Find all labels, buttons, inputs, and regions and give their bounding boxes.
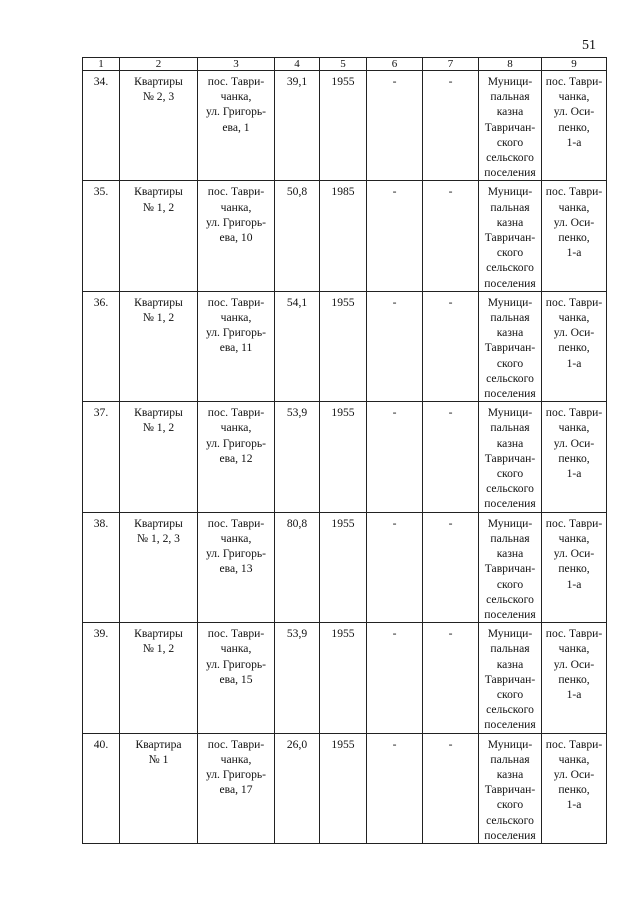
column-header: 5 <box>320 58 367 71</box>
column-6-value: - <box>367 181 423 291</box>
owner-info: Муници- пальная казна Тавричан- ского сельского поселения <box>479 402 542 512</box>
column-7-value: - <box>423 623 479 733</box>
property-name: Квартиры № 1, 2 <box>120 181 198 291</box>
property-name: Квартиры № 1, 2 <box>120 402 198 512</box>
table-row <box>83 623 607 733</box>
table-row <box>83 181 607 291</box>
property-registry-table <box>82 57 607 844</box>
column-7-value: - <box>423 71 479 181</box>
column-6-value: - <box>367 512 423 622</box>
row-number: 38. <box>83 512 120 622</box>
column-6-value: - <box>367 291 423 401</box>
location-info: пос. Таври- чанка, ул. Оси- пенко, 1-а <box>542 623 607 733</box>
column-7-value: - <box>423 512 479 622</box>
property-address: пос. Таври- чанка, ул. Григорь- ева, 13 <box>198 512 275 622</box>
property-name: Квартиры № 2, 3 <box>120 71 198 181</box>
location-info: пос. Таври- чанка, ул. Оси- пенко, 1-а <box>542 181 607 291</box>
location-info: пос. Таври- чанка, ул. Оси- пенко, 1-а <box>542 512 607 622</box>
table-row <box>83 402 607 512</box>
column-7-value: - <box>423 733 479 843</box>
owner-info: Муници- пальная казна Тавричан- ского сельского поселения <box>479 181 542 291</box>
row-number: 39. <box>83 623 120 733</box>
table-row <box>83 512 607 622</box>
column-header: 6 <box>367 58 423 71</box>
year-value: 1955 <box>320 402 367 512</box>
property-address: пос. Таври- чанка, ул. Григорь- ева, 12 <box>198 402 275 512</box>
column-header: 4 <box>275 58 320 71</box>
owner-info: Муници- пальная казна Тавричан- ского сельского поселения <box>479 512 542 622</box>
owner-info: Муници- пальная казна Тавричан- ского сельского поселения <box>479 71 542 181</box>
table-row <box>83 71 607 181</box>
property-name: Квартиры № 1, 2 <box>120 623 198 733</box>
column-6-value: - <box>367 71 423 181</box>
row-number: 35. <box>83 181 120 291</box>
year-value: 1955 <box>320 623 367 733</box>
property-address: пос. Таври- чанка, ул. Григорь- ева, 15 <box>198 623 275 733</box>
area-value: 53,9 <box>275 623 320 733</box>
property-name: Квартиры № 1, 2 <box>120 291 198 401</box>
column-header: 3 <box>198 58 275 71</box>
table-row <box>83 733 607 843</box>
row-number: 34. <box>83 71 120 181</box>
column-header: 9 <box>542 58 607 71</box>
column-7-value: - <box>423 181 479 291</box>
column-7-value: - <box>423 402 479 512</box>
year-value: 1985 <box>320 181 367 291</box>
owner-info: Муници- пальная казна Тавричан- ского сельского поселения <box>479 291 542 401</box>
area-value: 80,8 <box>275 512 320 622</box>
column-header: 7 <box>423 58 479 71</box>
location-info: пос. Таври- чанка, ул. Оси- пенко, 1-а <box>542 733 607 843</box>
property-address: пос. Таври- чанка, ул. Григорь- ева, 10 <box>198 181 275 291</box>
row-number: 36. <box>83 291 120 401</box>
property-address: пос. Таври- чанка, ул. Григорь- ева, 17 <box>198 733 275 843</box>
column-7-value: - <box>423 291 479 401</box>
owner-info: Муници- пальная казна Тавричан- ского сельского поселения <box>479 733 542 843</box>
row-number: 37. <box>83 402 120 512</box>
property-name: Квартира № 1 <box>120 733 198 843</box>
column-6-value: - <box>367 623 423 733</box>
year-value: 1955 <box>320 71 367 181</box>
location-info: пос. Таври- чанка, ул. Оси- пенко, 1-а <box>542 402 607 512</box>
property-name: Квартиры № 1, 2, 3 <box>120 512 198 622</box>
column-number-header-row <box>83 58 607 71</box>
year-value: 1955 <box>320 512 367 622</box>
location-info: пос. Таври- чанка, ул. Оси- пенко, 1-а <box>542 291 607 401</box>
area-value: 39,1 <box>275 71 320 181</box>
property-address: пос. Таври- чанка, ул. Григорь- ева, 1 <box>198 71 275 181</box>
column-header: 1 <box>83 58 120 71</box>
row-number: 40. <box>83 733 120 843</box>
location-info: пос. Таври- чанка, ул. Оси- пенко, 1-а <box>542 71 607 181</box>
area-value: 26,0 <box>275 733 320 843</box>
property-address: пос. Таври- чанка, ул. Григорь- ева, 11 <box>198 291 275 401</box>
table-row <box>83 291 607 401</box>
page-number: 51 <box>582 38 596 53</box>
area-value: 53,9 <box>275 402 320 512</box>
year-value: 1955 <box>320 733 367 843</box>
column-header: 2 <box>120 58 198 71</box>
column-header: 8 <box>479 58 542 71</box>
area-value: 50,8 <box>275 181 320 291</box>
column-6-value: - <box>367 402 423 512</box>
year-value: 1955 <box>320 291 367 401</box>
column-6-value: - <box>367 733 423 843</box>
area-value: 54,1 <box>275 291 320 401</box>
owner-info: Муници- пальная казна Тавричан- ского сельского поселения <box>479 623 542 733</box>
